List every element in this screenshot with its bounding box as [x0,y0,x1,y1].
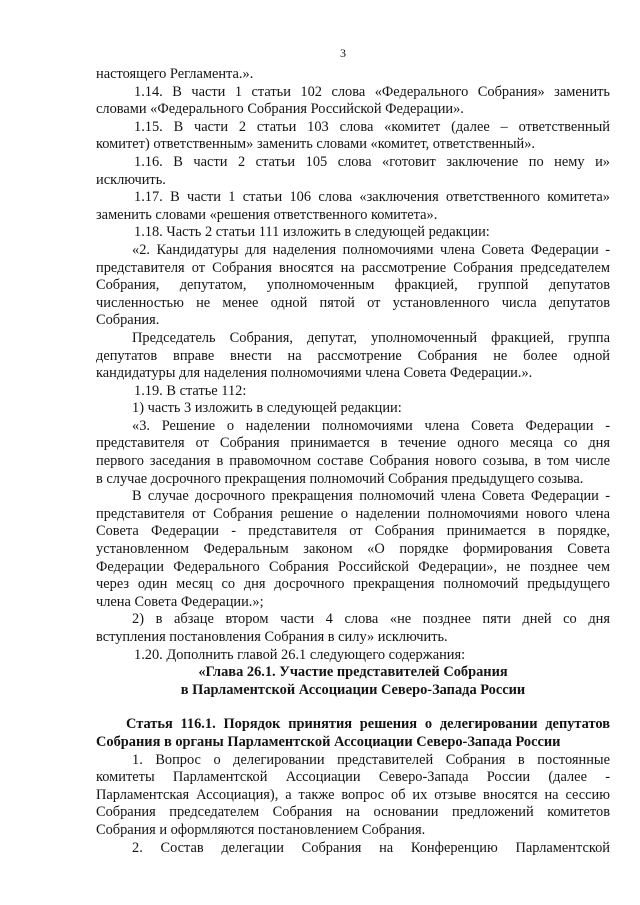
text-line: В случае досрочного прекращения полномочий члена Совета Федерации - [132,488,610,505]
text-line: исключить. [96,171,166,188]
text-line: представителя от Собрания принимается в течение одного месяца со дня [96,435,610,452]
text-line: Собрания и оформляются постановлением Собрания. [96,821,426,838]
text-line: 1.18. Часть 2 статьи 111 изложить в следующей редакции: [134,224,490,241]
text-line: Собрания председателем Собрания на основании предложений комитетов [96,804,610,821]
text-line: Председатель Собрания, депутат, уполномоченный фракцией, группа [132,329,610,346]
text-line: 1. Вопрос о делегировании представителей Собрания в постоянные [132,751,610,768]
text-line: 1.17. В части 1 статьи 106 слова «заключения ответственного комитета» [134,189,610,206]
text-line: представителя от Собрания решение о наделении полномочиями нового члена [96,505,610,522]
text-line: Собрания. [96,312,160,329]
text-line: в случае досрочного прекращения полномочий Собрания предыдущего созыва. [96,470,584,487]
article-heading: Статья 116.1. Порядок принятия решения о делегировании депутатов [126,716,610,733]
text-line: 1) часть 3 изложить в следующей редакции: [132,400,402,417]
text-line: 2. Состав делегации Собрания на Конференцию Парламентской [132,839,610,856]
text-line: Федерации Федерального Собрания Российской Федерации», не позднее чем [96,558,610,575]
text-line: Совета Федерации - представителя от Собрания принимается в порядке, [96,523,610,540]
text-line: настоящего Регламента.». [96,66,254,82]
spacer [96,699,610,716]
text-line: словами «Федерального Собрания Российской Федерации». [96,101,464,118]
text-line: установленном Федеральным законом «О порядке формирования Совета [96,541,610,558]
text-line: кандидатуры для наделения полномочиями члена Совета Федерации.». [96,365,533,382]
text-line: через один месяц со дня досрочного прекращения полномочий предыдущего [96,576,610,593]
text-line: заменить словами «решения ответственного комитета». [96,206,438,223]
article-heading: Собрания в органы Парламентской Ассоциации Северо-Запада России [96,733,561,750]
chapter-heading: «Глава 26.1. Участие представителей Собрания [198,664,508,681]
text-line: 1.20. Дополнить главой 26.1 следующего содержания: [134,646,466,663]
text-line: вступления постановления Собрания в силу» исключить. [96,629,448,645]
text-line: комитеты Парламентской Ассоциации Северо-Запада России (далее - [96,769,610,786]
text-line: 2) в абзаце втором части 4 слова «не позднее пяти дней со дня [132,611,610,628]
text-line: комитет) ответственным» заменить словами «комитет, ответственный». [96,136,535,153]
text-line: «3. Решение о наделении полномочиями члена Совета Федерации - [132,417,610,434]
text-line: «2. Кандидатуры для наделения полномочиями члена Совета Федерации - [132,241,610,258]
text-line: численностью не менее одной пятой от установленного числа депутатов [96,294,610,311]
text-line: Собрания, депутатом, уполномоченным фракцией, группой депутатов [96,277,610,294]
text-line: 1.15. В части 2 статьи 103 слова «комитет (далее – ответственный [134,118,610,135]
text-line: 1.14. В части 1 статьи 102 слова «Федерального Собрания» заменить [134,83,610,100]
document-body [96,66,610,857]
text-line: представителя от Собрания вносятся на рассмотрение Собрания председателем [96,259,610,276]
text-line: 1.19. В статье 112: [134,382,247,399]
page-number: 3 [340,46,346,60]
text-line: депутатов вправе внести на рассмотрение Собрания не более одной [96,347,610,364]
text-line: первого заседания в правомочном составе Собрания нового созыва, в том числе [96,453,610,470]
text-line: Парламентская Ассоциация), а также вопрос об их отзыве вносятся на сессию [96,786,610,803]
text-line: члена Совета Федерации.»; [96,593,264,610]
text-line: 1.16. В части 2 статьи 105 слова «готовит заключение по нему и» [134,153,610,170]
chapter-heading: в Парламентской Ассоциации Северо-Запада России [180,681,526,698]
